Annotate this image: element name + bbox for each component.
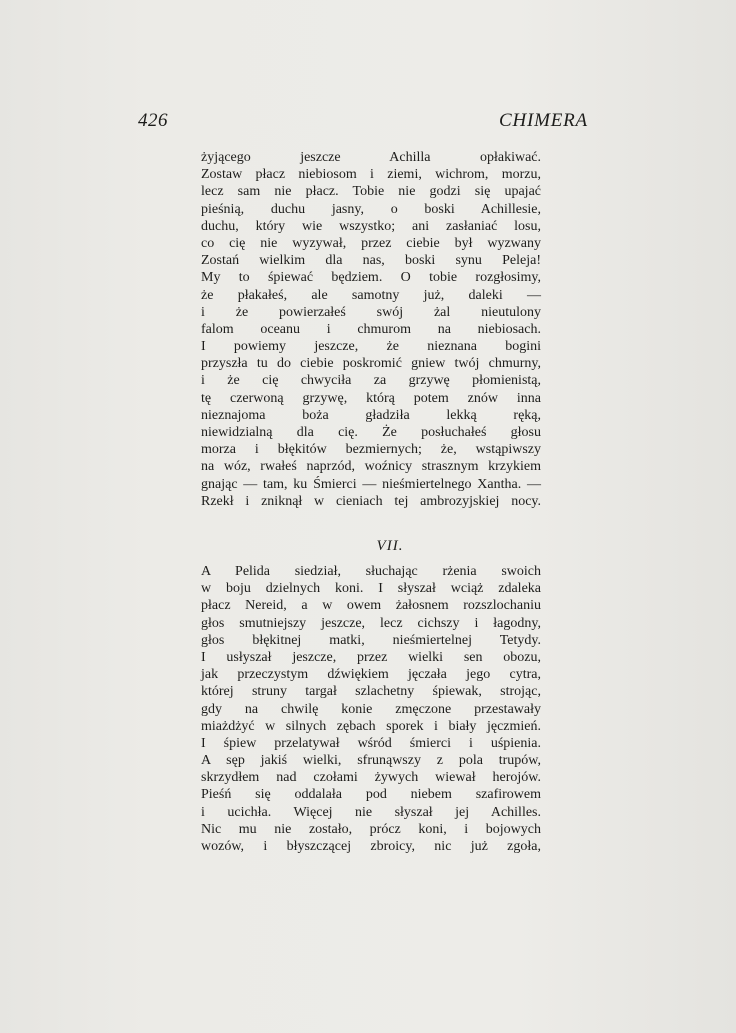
verse-line: tę czerwoną grzywę, którą potem znów inna: [201, 390, 541, 406]
verse-line: Pieśń się oddalała pod niebem szafirowem: [201, 787, 541, 803]
verse-line: falom oceanu i chmurom na niebiosach.: [201, 321, 541, 337]
verse-line: niewidzialną dla cię. Że posłuchałeś głosu: [201, 425, 541, 440]
verse-line: żyjącego jeszcze Achilla opłakiwać.: [201, 150, 541, 165]
running-head: CHIMERA: [499, 110, 588, 131]
page-number: 426: [138, 110, 168, 131]
section-heading-text: VII.: [376, 538, 404, 554]
verse-line: i ucichła. Więcej nie słyszał jej Achilles.: [201, 804, 541, 820]
verse-line: Nic mu nie zostało, prócz koni, i bojowych: [201, 821, 541, 837]
verse-line: na wóz, rwałeś naprzód, woźnicy strasznym krzykiem: [201, 459, 541, 475]
verse-line: miażdżyć w silnych zębach sporek i biały jęczmień.: [201, 718, 541, 734]
verse-line: głos błękitnej matki, nieśmiertelnej Tetydy.: [201, 632, 541, 648]
verse-line: A Pelida siedział, słuchając rżenia swoich: [201, 564, 541, 579]
verse-line: A sęp jakiś wielki, sfrunąwszy z pola trupów,: [201, 753, 541, 769]
verse-line: jak przeczystym dźwiękiem jęczała jego cytra,: [201, 667, 541, 683]
verse-line: nieznajoma boża gładziła lekką ręką,: [201, 407, 541, 423]
verse-line: co cię nie wyzywał, przez ciebie był wyzwany: [201, 235, 541, 251]
verse-block-1: [201, 149, 541, 510]
verse-line: pieśnią, duchu jasny, o boski Achillesie,: [201, 201, 541, 217]
verse-block-2: [201, 563, 541, 855]
verse-line: skrzydłem nad czołami żywych wiewał herojów.: [201, 770, 541, 786]
verse-line: gdy na chwilę konie zmęczone przestawały: [201, 701, 541, 717]
verse-line: głos smutniejszy jeszcze, lecz cichszy i łagodny,: [201, 615, 541, 631]
verse-line: morza i błękitów bezmiernych; że, wstąpiwszy: [201, 442, 541, 458]
verse-line: której struny targał szlachetny śpiewak, strojąc,: [201, 684, 541, 700]
verse-line: I śpiew przelatywał wśród śmierci i uśpienia.: [201, 735, 541, 751]
verse-line: w boju dzielnych koni. I słyszał wciąż zdaleka: [201, 581, 541, 597]
verse-line: i że cię chwyciła za grzywę płomienistą,: [201, 373, 541, 389]
verse-line: przyszła tu do ciebie poskromić gniew twój chmurny,: [201, 356, 541, 372]
verse-line: duchu, który wie wszystko; ani zasłaniać losu,: [201, 218, 541, 234]
verse-line: I powiemy jeszcze, że nieznana bogini: [201, 339, 541, 355]
section-heading: [0, 538, 736, 555]
verse-line: Zostaw płacz niebiosom i ziemi, wichrom, morzu,: [201, 167, 541, 183]
verse-line: Zostań wielkim dla nas, boski synu Peleja!: [201, 253, 541, 269]
verse-line: że płakałeś, ale samotny już, daleki —: [201, 287, 541, 303]
verse-line: i że powierzałeś swój żal nieutulony: [201, 304, 541, 320]
verse-line: płacz Nereid, a w owem żałosnem rozszlochaniu: [201, 598, 541, 614]
verse-line: lecz sam nie płacz. Tobie nie godzi się upajać: [201, 184, 541, 200]
verse-line: Rzekł i zniknął w cieniach tej ambrozyjskiej nocy.: [201, 493, 541, 509]
verse-line: gnając — tam, ku Śmierci — nieśmiertelnego Xantha. —: [201, 476, 541, 492]
verse-line: wozów, i błyszczącej zbroicy, nic już zgoła,: [201, 839, 541, 854]
verse-line: I usłyszał jeszcze, przez wielki sen obozu,: [201, 649, 541, 665]
verse-line: My to śpiewać będziem. O tobie rozgłosimy,: [201, 270, 541, 286]
